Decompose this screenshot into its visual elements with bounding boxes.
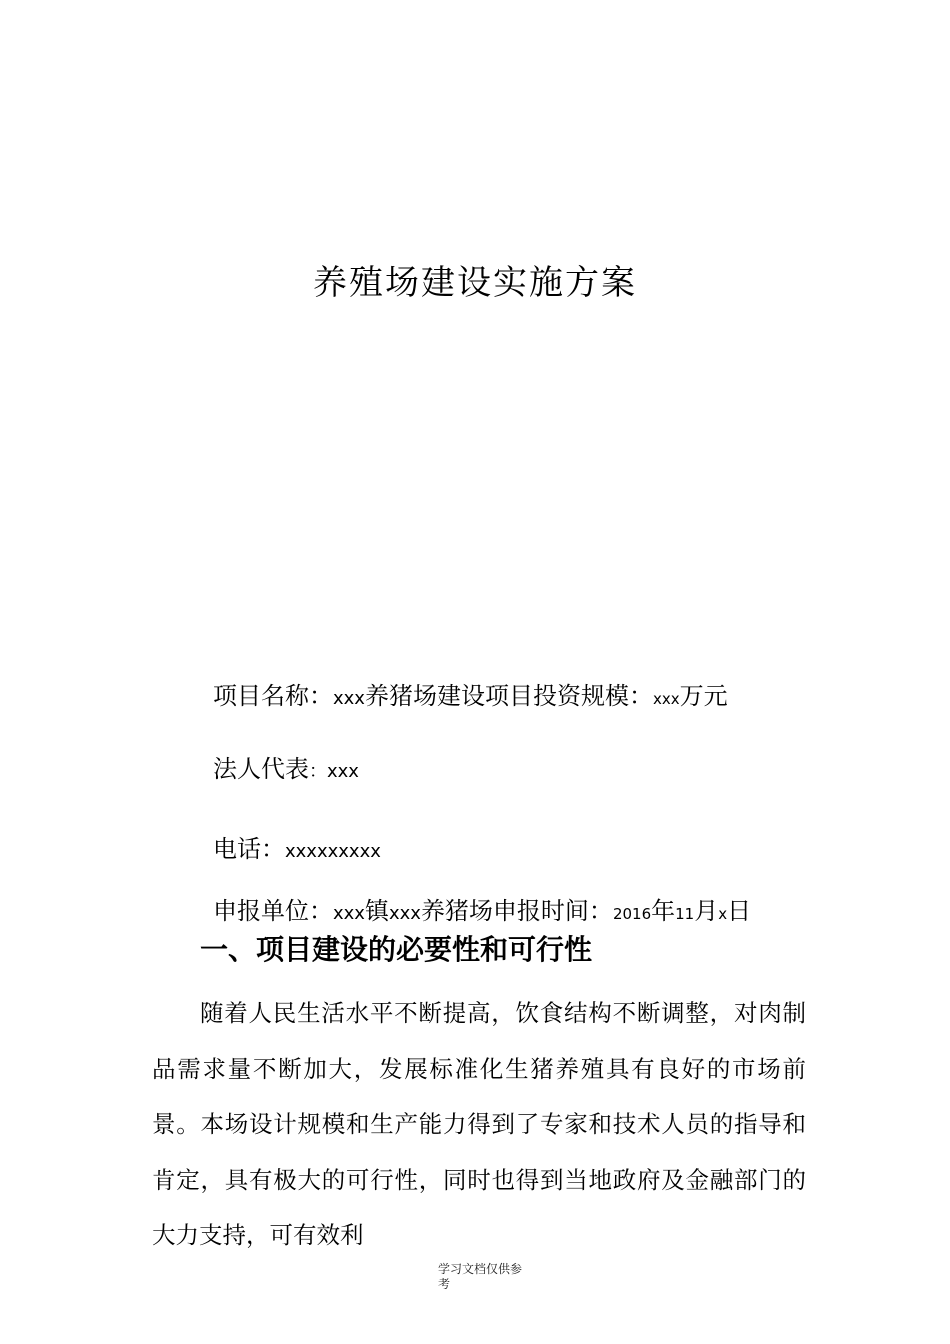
investment-placeholder: xxx xyxy=(652,690,680,708)
phone-value: xxxxxxxxx xyxy=(285,841,381,862)
unit-placeholder-2: xxx xyxy=(388,903,421,924)
document-title: 养殖场建设实施方案 xyxy=(313,263,637,303)
legal-rep-line xyxy=(213,749,359,784)
year-char: 年 xyxy=(651,897,676,925)
month-char: 月 xyxy=(694,897,719,925)
project-name-line xyxy=(213,676,728,711)
applicant-line xyxy=(213,891,751,926)
project-name-rest: 养猪场建设项目投资规模： xyxy=(364,682,653,710)
day-value: x xyxy=(718,905,728,923)
footer-line-2: 考 xyxy=(438,1277,451,1291)
footer-line-1: 学习文档仅供参 xyxy=(438,1262,523,1276)
project-label: 项目名称： xyxy=(213,682,333,710)
unit-town: 镇 xyxy=(364,897,389,925)
footer-note xyxy=(438,1262,538,1292)
unit-rest: 养猪场申报时间： xyxy=(420,897,613,925)
month-value: 11 xyxy=(675,905,695,923)
rep-value: xxx xyxy=(327,761,359,782)
section-heading: 一、项目建设的必要性和可行性 xyxy=(200,933,593,966)
unit-placeholder-1: xxx xyxy=(333,903,365,924)
investment-unit: 万元 xyxy=(679,682,728,710)
rep-colon: ： xyxy=(309,761,327,782)
unit-label: 申报单位： xyxy=(213,897,333,925)
rep-label: 法人代表 xyxy=(213,755,309,783)
project-name-placeholder: xxx xyxy=(333,688,365,709)
year-value: 2016 xyxy=(612,905,652,923)
phone-label: 电话： xyxy=(213,835,285,863)
phone-line xyxy=(213,829,381,864)
body-paragraph: 随着人民生活水平不断提高，饮食结构不断调整，对肉制品需求量不断加大，发展标准化生猪养殖具有良好的市场前景。本场设计规模和生产能力得到了专家和技术人员的指导和肯定，具有极大的可行性，同时也得到当地政府及金融部门的大力支持，可有效利 xyxy=(152,999,806,1249)
day-char: 日 xyxy=(727,897,752,925)
